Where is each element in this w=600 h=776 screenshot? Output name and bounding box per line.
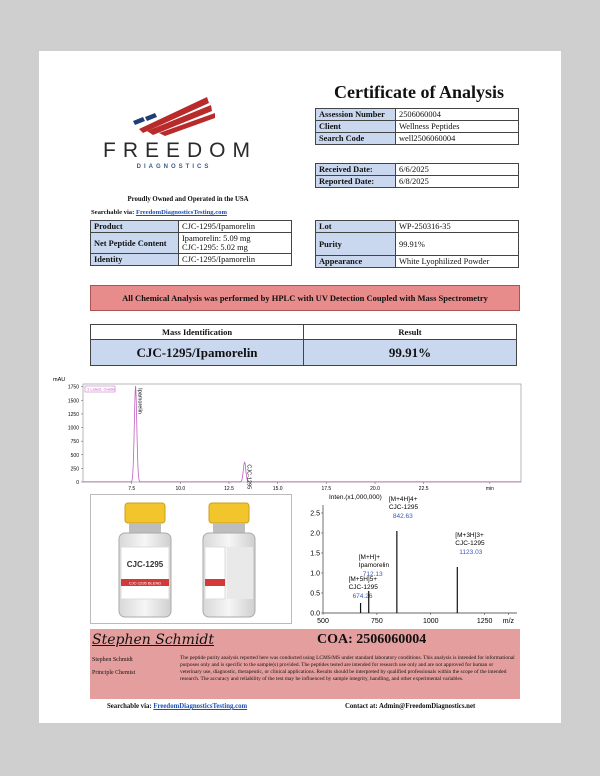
identity-value: CJC-1295/Ipamorelin (179, 254, 292, 266)
x-tick-label: 10.0 (175, 486, 186, 492)
date-value: 6/8/2025 (396, 176, 519, 188)
signature: Stephen Schmidt (92, 632, 215, 648)
y-tick-label: 500 (70, 452, 79, 459)
purity-value: 99.91% (396, 233, 519, 256)
x-tick-label: m/z (502, 618, 515, 625)
y-tick-label: 0.5 (310, 590, 320, 598)
peak-ion-label: [M+5H]5+ (348, 576, 378, 583)
content-value-1: Ipamorelin: 5.09 mg (182, 234, 251, 243)
y-axis-label: mAU (53, 377, 66, 383)
peak-ion-label: [M+H]+ (358, 554, 381, 561)
plot-area (83, 384, 521, 482)
content-key: Net Peptide Content (91, 233, 179, 254)
y-tick-label: 1500 (67, 398, 79, 405)
vial-strip: CJC-1295 BLEND (128, 580, 162, 586)
product-value: CJC-1295/Ipamorelin (179, 221, 292, 233)
identity-key: Identity (91, 254, 179, 266)
y-tick-label: 0 (76, 480, 79, 486)
y-tick-label: 1750 (67, 384, 79, 391)
searchable-label: Searchable via: (91, 209, 136, 216)
appearance-value: White Lyophilized Powder (396, 256, 519, 268)
lot-table (315, 220, 519, 268)
result-header-mass: Mass Identification (91, 325, 304, 340)
signature-footer (90, 629, 520, 699)
peak-ion-label: [M+4H]4+ (388, 496, 418, 503)
mass-spectrum (301, 491, 523, 627)
info-value: well2506060004 (396, 133, 519, 145)
y-tick-label: 1.5 (310, 550, 320, 558)
peak-name-label: Ipamorelin (358, 562, 390, 569)
vial-illustration (91, 495, 291, 623)
owned-text: Proudly Owned and Operated in the USA (127, 196, 249, 203)
y-tick-label: 750 (70, 439, 79, 446)
y-tick-label: 2.0 (310, 530, 320, 538)
y-tick-label: 1.0 (310, 570, 320, 578)
date-key: Reported Date: (316, 176, 396, 188)
spectrum-title: Inten.(x1,000,000) (329, 494, 382, 501)
dates-table (315, 163, 519, 188)
logo-brand: FREEDOM (103, 139, 257, 162)
flag-stripes-logo (129, 91, 219, 137)
page-title: Certificate of Analysis (334, 82, 504, 102)
lot-value: WP-250316-35 (396, 221, 519, 233)
peak-mz-label: 674.26 (352, 593, 373, 600)
logo-subtitle: DIAGNOSTICS (136, 164, 212, 170)
info-key: Search Code (316, 133, 396, 145)
disclaimer: The peptide purity analysis reported here was conducted using LCMS/MS under standard laboratory conditions. This analysis is intended for informational purposes only and is specific to the sample(s) provided. The peptides tested are intended for research use only and are not approved for human or veterinary use, diagnostic, therapeutic, or clinical applications. Results should be interpreted by qualified professionals within the scope of the intended research. The accuracy and reliability of the test may be influenced by sample integrity, handling, and other experimental variables. (180, 655, 515, 682)
product-table (90, 220, 292, 266)
x-tick-label: 1250 (476, 618, 493, 625)
result-table (90, 324, 517, 366)
vial-front (119, 503, 171, 617)
searchable-link[interactable]: FreedomDiagnosticsTesting.com (135, 209, 227, 216)
appearance-key: Appearance (316, 256, 396, 268)
bottom-label: Searchable via: (107, 703, 154, 710)
product-key: Product (91, 221, 179, 233)
lot-key: Lot (316, 221, 396, 233)
certificate-page (39, 51, 561, 723)
x-tick-label: 750 (371, 618, 383, 625)
x-tick-label: 20.0 (370, 486, 380, 492)
y-tick-label: 0.0 (310, 610, 320, 618)
peak-name-label: CJC-1295 (455, 540, 485, 547)
signer-title: Principle Chemist (92, 670, 136, 676)
method-banner: All Chemical Analysis was performed by HPLC with UV Detection Coupled with Mass Spectrometry (90, 285, 520, 311)
info-table (315, 108, 519, 145)
peak-name-label: CJC-1295 (388, 504, 419, 511)
peak-label: Ipamorelin (136, 388, 143, 414)
peak-ion-label: [M+3H]3+ (455, 532, 484, 539)
vial-label: CJC-1295 (126, 560, 164, 569)
contact: Contact at: Admin@FreedomDiagnostics.net (345, 703, 476, 710)
x-tick-label: 17.5 (321, 486, 332, 492)
y-tick-label: 1250 (67, 411, 79, 418)
peak-mz-label: 1123.03 (459, 549, 483, 556)
y-tick-label: 2.5 (310, 510, 320, 518)
result-value: 99.91% (304, 340, 517, 366)
peak-name-label: CJC-1295 (348, 584, 378, 591)
info-value: Wellness Peptides (396, 121, 519, 133)
peak-mz-label: 712.13 (362, 571, 383, 578)
x-tick-label: 7.5 (128, 486, 136, 492)
coa-number: COA: 2506060004 (317, 632, 427, 647)
legend-label: 1 Latest, Gradie (87, 386, 116, 392)
y-tick-label: 250 (70, 466, 79, 473)
searchable-via (91, 209, 227, 216)
vial-back (203, 503, 255, 617)
info-key: Assession Number (316, 109, 396, 121)
bottom-link[interactable]: FreedomDiagnosticsTesting.com (153, 703, 248, 710)
y-tick-label: 1000 (67, 425, 79, 432)
signer-name: Stephen Schmidt (92, 657, 133, 663)
result-header-result: Result (304, 325, 517, 340)
vial-photo (90, 494, 292, 624)
result-mass-value: CJC-1295/Ipamorelin (91, 340, 304, 366)
date-value: 6/6/2025 (396, 164, 519, 176)
peak-label: CJC-1295 (245, 464, 252, 490)
info-value: 2506060004 (396, 109, 519, 121)
x-tick-label: 1000 (422, 618, 439, 625)
peak-mz-label: 842.63 (392, 513, 413, 520)
date-key: Received Date: (316, 164, 396, 176)
info-key: Client (316, 121, 396, 133)
content-value-2: CJC-1295: 5.02 mg (182, 243, 248, 252)
x-tick-label: 22.5 (418, 486, 429, 492)
hplc-chromatogram (49, 374, 523, 492)
x-tick-label: 500 (317, 618, 329, 625)
purity-key: Purity (316, 233, 396, 256)
x-tick-label: min (485, 486, 494, 492)
x-tick-label: 12.5 (224, 486, 234, 492)
bottom-searchable (107, 703, 247, 710)
x-tick-label: 15.0 (272, 486, 283, 492)
